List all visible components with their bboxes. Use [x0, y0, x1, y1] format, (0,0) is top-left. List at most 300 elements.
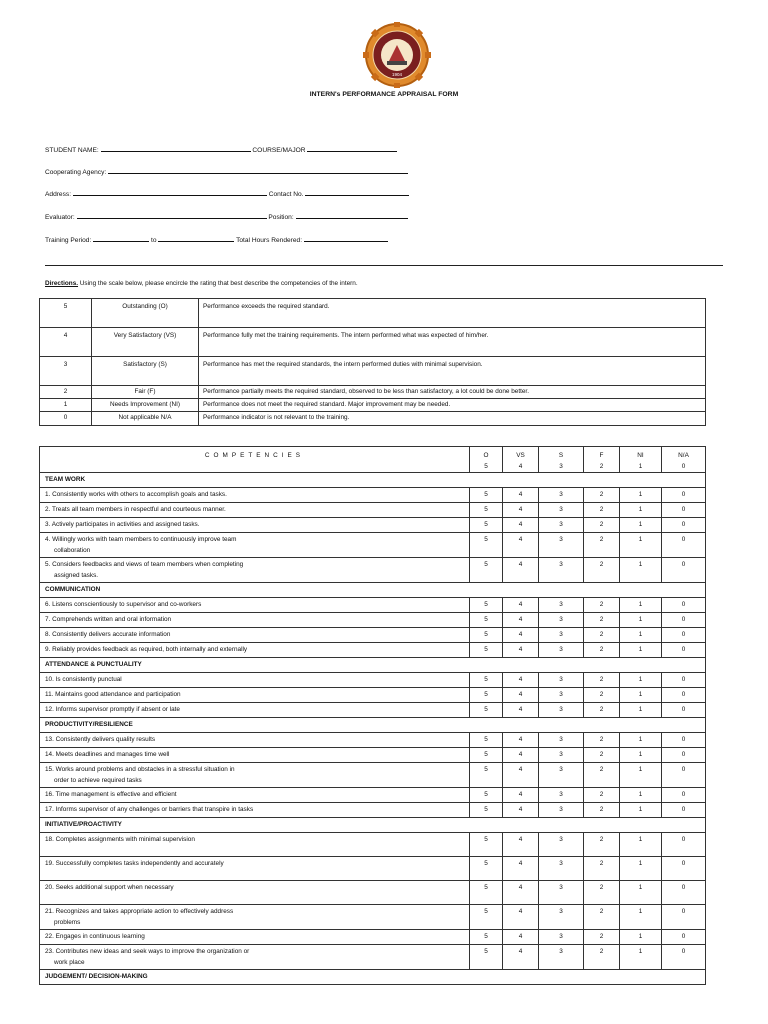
rating-option[interactable]: 0	[662, 503, 706, 518]
scale-row	[40, 299, 706, 328]
rating-column-header	[620, 447, 662, 473]
rating-option[interactable]: 4	[503, 628, 539, 643]
competency-label: 1. Consistently works with others to accomplish goals and tasks.	[45, 491, 227, 498]
rating-option[interactable]: 0	[662, 945, 706, 970]
rating-option[interactable]: 3	[539, 857, 584, 881]
scale-rating: Outstanding (O)	[92, 299, 199, 328]
rating-option[interactable]: 2	[584, 613, 620, 628]
scale-score: 1	[40, 399, 92, 412]
rating-option[interactable]: 5	[470, 628, 503, 643]
evaluator-input[interactable]	[77, 211, 267, 219]
competency-label: 7. Comprehends written and oral information	[45, 616, 172, 623]
rating-option[interactable]: 1	[620, 748, 662, 763]
rating-option[interactable]: 5	[470, 905, 503, 930]
rating-option[interactable]: 4	[503, 488, 539, 503]
competencies-header-row	[40, 447, 706, 473]
directions-label: Directions.	[45, 280, 79, 287]
rating-option[interactable]: 5	[470, 518, 503, 533]
competency-row	[40, 748, 706, 763]
rating-column-score: 4	[518, 463, 523, 470]
rating-column-score: 5	[484, 463, 488, 470]
rating-option[interactable]: 2	[584, 533, 620, 558]
rating-option[interactable]: 5	[470, 643, 503, 658]
rating-option[interactable]: 3	[539, 518, 584, 533]
competency-label: 2. Treats all team members in respectful and courteous manner.	[45, 506, 226, 513]
rating-option[interactable]: 0	[662, 905, 706, 930]
rating-option[interactable]: 4	[503, 703, 539, 718]
competency-label-cont: collaboration	[54, 547, 91, 554]
cooperating-agency-label: Cooperating Agency:	[45, 169, 107, 176]
competency-label-cont: order to achieve required tasks	[54, 777, 142, 784]
training-period-row	[45, 234, 388, 244]
rating-option[interactable]: 5	[470, 945, 503, 970]
scale-row	[40, 399, 706, 412]
rating-option[interactable]: 3	[539, 613, 584, 628]
directions	[45, 280, 358, 287]
section-row	[40, 970, 706, 985]
rating-option[interactable]: 2	[584, 833, 620, 857]
rating-option[interactable]: 1	[620, 688, 662, 703]
student-name-label: STUDENT NAME:	[45, 147, 99, 154]
scale-row	[40, 412, 706, 426]
scale-score: 5	[40, 299, 92, 328]
competency-label: 22. Engages in continuous learning	[45, 933, 145, 940]
rating-option[interactable]: 2	[584, 748, 620, 763]
total-hours-label: Total Hours Rendered:	[236, 237, 303, 244]
competency-text	[40, 881, 470, 905]
cooperating-agency-row	[45, 166, 408, 176]
rating-option[interactable]: 3	[539, 488, 584, 503]
rating-option[interactable]: 3	[539, 628, 584, 643]
scale-score: 4	[40, 328, 92, 357]
rating-column-header	[584, 447, 620, 473]
rating-option[interactable]: 1	[620, 628, 662, 643]
competency-row	[40, 881, 706, 905]
svg-text:1904: 1904	[391, 72, 403, 77]
rating-option[interactable]: 2	[584, 905, 620, 930]
university-seal-logo	[358, 22, 436, 88]
rating-column-label: S	[558, 452, 564, 459]
rating-column-score: 3	[559, 463, 563, 470]
rating-option[interactable]: 2	[584, 788, 620, 803]
rating-option[interactable]: 3	[539, 558, 584, 583]
rating-option[interactable]: 4	[503, 598, 539, 613]
rating-option[interactable]: 3	[539, 673, 584, 688]
rating-column-label: N/A	[678, 452, 689, 459]
course-major-input[interactable]	[307, 144, 397, 152]
competency-label: 23. Contributes new ideas and seek ways to improve the organization or	[45, 948, 250, 955]
rating-option[interactable]: 4	[503, 857, 539, 881]
rating-option[interactable]: 3	[539, 533, 584, 558]
rating-option[interactable]: 5	[470, 763, 503, 788]
competency-row	[40, 857, 706, 881]
rating-option[interactable]: 5	[470, 788, 503, 803]
rating-option[interactable]: 4	[503, 748, 539, 763]
rating-option[interactable]: 2	[584, 688, 620, 703]
competency-label: 3. Actively participates in activities and assigned tasks.	[45, 521, 200, 528]
competency-text	[40, 703, 470, 718]
competency-label: 13. Consistently delivers quality results	[45, 736, 156, 743]
rating-option[interactable]: 1	[620, 833, 662, 857]
address-input[interactable]	[73, 188, 267, 196]
rating-option[interactable]: 4	[503, 518, 539, 533]
section-row	[40, 718, 706, 733]
rating-option[interactable]: 2	[584, 763, 620, 788]
rating-option[interactable]: 0	[662, 803, 706, 818]
competency-text	[40, 763, 470, 788]
rating-option[interactable]: 2	[584, 703, 620, 718]
training-period-label: Training Period:	[45, 237, 92, 244]
rating-option[interactable]: 1	[620, 613, 662, 628]
competency-text	[40, 533, 470, 558]
competency-row	[40, 518, 706, 533]
rating-option[interactable]: 4	[503, 763, 539, 788]
rating-option[interactable]: 2	[584, 558, 620, 583]
rating-option[interactable]: 1	[620, 598, 662, 613]
scale-description: Performance does not meet the required standard. Major improvement may be needed.	[199, 399, 706, 412]
competency-text	[40, 733, 470, 748]
rating-option[interactable]: 0	[662, 643, 706, 658]
section-row	[40, 473, 706, 488]
rating-option[interactable]: 1	[620, 945, 662, 970]
rating-option[interactable]: 4	[503, 688, 539, 703]
rating-option[interactable]: 5	[470, 558, 503, 583]
competency-label: 11. Maintains good attendance and participation	[45, 691, 181, 698]
rating-option[interactable]: 2	[584, 930, 620, 945]
rating-option[interactable]: 5	[470, 688, 503, 703]
rating-option[interactable]: 4	[503, 503, 539, 518]
competency-row	[40, 628, 706, 643]
rating-option[interactable]: 1	[620, 488, 662, 503]
rating-option[interactable]: 0	[662, 488, 706, 503]
cooperating-agency-input[interactable]	[108, 166, 408, 174]
rating-option[interactable]: 0	[662, 703, 706, 718]
rating-option[interactable]: 2	[584, 673, 620, 688]
competency-row	[40, 703, 706, 718]
rating-option[interactable]: 0	[662, 763, 706, 788]
rating-option[interactable]: 1	[620, 533, 662, 558]
rating-option[interactable]: 1	[620, 788, 662, 803]
to-label: to	[151, 237, 157, 244]
total-hours-input[interactable]	[304, 234, 388, 242]
competency-row	[40, 643, 706, 658]
scale-row	[40, 328, 706, 357]
rating-option[interactable]: 5	[470, 857, 503, 881]
rating-option[interactable]: 3	[539, 598, 584, 613]
competency-label: 17. Informs supervisor of any challenges or barriers that transpire in tasks	[45, 806, 254, 813]
form-title: INTERN's PERFORMANCE APPRAISAL FORM	[309, 91, 459, 98]
scale-rating: Very Satisfactory (VS)	[92, 328, 199, 357]
competency-label: 18. Completes assignments with minimal supervision	[45, 836, 195, 843]
section-row	[40, 583, 706, 598]
competency-row	[40, 930, 706, 945]
competency-label: 6. Listens conscientiously to supervisor and co-workers	[45, 601, 202, 608]
rating-column-header	[662, 447, 706, 473]
rating-option[interactable]: 1	[620, 930, 662, 945]
competency-row	[40, 558, 706, 583]
rating-option[interactable]: 3	[539, 881, 584, 905]
scale-rating: Needs Improvement (NI)	[92, 399, 199, 412]
rating-option[interactable]: 1	[620, 733, 662, 748]
rating-option[interactable]: 2	[584, 803, 620, 818]
competency-text	[40, 688, 470, 703]
rating-option[interactable]: 0	[662, 857, 706, 881]
rating-option[interactable]: 1	[620, 703, 662, 718]
competency-text	[40, 673, 470, 688]
competency-text	[40, 518, 470, 533]
rating-option[interactable]: 2	[584, 945, 620, 970]
competency-text	[40, 803, 470, 818]
competency-text	[40, 598, 470, 613]
competency-label: 14. Meets deadlines and manages time well	[45, 751, 170, 758]
competency-label: 10. Is consistently punctual	[45, 676, 122, 683]
rating-option[interactable]: 3	[539, 748, 584, 763]
competency-label: 12. Informs supervisor promptly if absent or late	[45, 706, 180, 713]
competency-label: 8. Consistently delivers accurate information	[45, 631, 171, 638]
rating-option[interactable]: 4	[503, 533, 539, 558]
scale-score: 3	[40, 357, 92, 386]
rating-column-label: NI	[637, 452, 644, 459]
scale-description: Performance fully met the training requirements. The intern performed what was expected of him/her.	[199, 328, 706, 357]
section-title: INITIATIVE/PROACTIVITY	[40, 818, 706, 833]
competency-row	[40, 688, 706, 703]
rating-option[interactable]: 1	[620, 643, 662, 658]
rating-column-header	[470, 447, 503, 473]
course-major-label: COURSE/MAJOR	[252, 147, 306, 154]
rating-option[interactable]: 1	[620, 503, 662, 518]
scale-description: Performance has met the required standards, the intern performed duties with minimal supervision.	[199, 357, 706, 386]
rating-option[interactable]: 0	[662, 688, 706, 703]
rating-option[interactable]: 4	[503, 930, 539, 945]
section-title: COMMUNICATION	[40, 583, 706, 598]
section-row	[40, 658, 706, 673]
rating-option[interactable]: 1	[620, 673, 662, 688]
competency-text	[40, 833, 470, 857]
position-input[interactable]	[296, 211, 408, 219]
contact-no-label: Contact No.	[268, 191, 304, 198]
scale-score: 0	[40, 412, 92, 426]
training-end-input[interactable]	[158, 234, 234, 242]
scale-rating: Satisfactory (S)	[92, 357, 199, 386]
competency-label: 4. Willingly works with team members to continuously improve team	[45, 536, 237, 543]
competency-row	[40, 733, 706, 748]
competency-row	[40, 598, 706, 613]
rating-option[interactable]: 0	[662, 613, 706, 628]
rating-option[interactable]: 4	[503, 833, 539, 857]
competency-row	[40, 945, 706, 970]
contact-no-input[interactable]	[305, 188, 409, 196]
rating-column-label: VS	[516, 452, 525, 459]
rating-option[interactable]: 4	[503, 673, 539, 688]
competency-text	[40, 503, 470, 518]
rating-option[interactable]: 1	[620, 881, 662, 905]
rating-option[interactable]: 4	[503, 945, 539, 970]
section-title: JUDGEMENT/ DECISION-MAKING	[40, 970, 706, 985]
rating-option[interactable]: 5	[470, 930, 503, 945]
scale-row	[40, 357, 706, 386]
rating-option[interactable]: 5	[470, 673, 503, 688]
rating-option[interactable]: 0	[662, 788, 706, 803]
rating-option[interactable]: 3	[539, 930, 584, 945]
rating-option[interactable]: 5	[470, 503, 503, 518]
divider	[45, 265, 723, 266]
scale-rating: Fair (F)	[92, 386, 199, 399]
competency-text	[40, 613, 470, 628]
rating-column-header	[539, 447, 584, 473]
rating-option[interactable]: 3	[539, 503, 584, 518]
rating-option[interactable]: 3	[539, 833, 584, 857]
rating-option[interactable]: 4	[503, 558, 539, 583]
competency-row	[40, 673, 706, 688]
rating-option[interactable]: 2	[584, 503, 620, 518]
section-title: ATTENDANCE & PUNCTUALITY	[40, 658, 706, 673]
evaluator-row	[45, 211, 408, 221]
position-label: Position:	[268, 214, 294, 221]
rating-option[interactable]: 4	[503, 881, 539, 905]
rating-option[interactable]: 0	[662, 518, 706, 533]
rating-column-score: 1	[638, 463, 643, 470]
address-row	[45, 188, 409, 198]
rating-option[interactable]: 2	[584, 628, 620, 643]
competency-row	[40, 803, 706, 818]
scale-score: 2	[40, 386, 92, 399]
competency-text	[40, 945, 470, 970]
rating-option[interactable]: 5	[470, 833, 503, 857]
rating-option[interactable]: 3	[539, 788, 584, 803]
rating-option[interactable]: 0	[662, 628, 706, 643]
competency-text	[40, 488, 470, 503]
rating-option[interactable]: 1	[620, 763, 662, 788]
competency-text	[40, 857, 470, 881]
rating-option[interactable]: 1	[620, 558, 662, 583]
scale-description: Performance indicator is not relevant to the training.	[199, 412, 706, 426]
competency-text	[40, 905, 470, 930]
competency-row	[40, 788, 706, 803]
section-title: TEAM WORK	[40, 473, 706, 488]
rating-option[interactable]: 5	[470, 613, 503, 628]
competency-label: 20. Seeks additional support when necessary	[45, 884, 174, 891]
rating-option[interactable]: 2	[584, 598, 620, 613]
rating-option[interactable]: 4	[503, 905, 539, 930]
scale-rating: Not applicable N/A	[92, 412, 199, 426]
competencies-table	[39, 446, 706, 985]
directions-text: Using the scale below, please encircle the rating that best describe the competencies of the intern.	[79, 280, 358, 287]
rating-option[interactable]: 5	[470, 488, 503, 503]
rating-option[interactable]: 5	[470, 803, 503, 818]
competency-text	[40, 748, 470, 763]
rating-column-header	[503, 447, 539, 473]
rating-scale-table	[39, 298, 706, 426]
section-title: PRODUCTIVITY/RESILIENCE	[40, 718, 706, 733]
rating-option[interactable]: 4	[503, 788, 539, 803]
rating-option[interactable]: 1	[620, 905, 662, 930]
rating-option[interactable]: 2	[584, 857, 620, 881]
rating-column-label: F	[599, 452, 604, 459]
rating-option[interactable]: 4	[503, 643, 539, 658]
competency-label-cont: assigned tasks.	[54, 572, 99, 579]
rating-option[interactable]: 0	[662, 833, 706, 857]
rating-column-score: 0	[681, 463, 686, 470]
competency-label: 15. Works around problems and obstacles in a stressful situation in	[45, 766, 235, 773]
rating-option[interactable]: 3	[539, 763, 584, 788]
competency-label: 19. Successfully completes tasks independently and accurately	[45, 860, 224, 867]
competencies-header: COMPETENCIES	[40, 447, 470, 473]
competency-row	[40, 833, 706, 857]
section-row	[40, 818, 706, 833]
rating-option[interactable]: 5	[470, 703, 503, 718]
rating-option[interactable]: 0	[662, 558, 706, 583]
rating-option[interactable]: 3	[539, 703, 584, 718]
rating-option[interactable]: 3	[539, 803, 584, 818]
rating-option[interactable]: 0	[662, 533, 706, 558]
competency-text	[40, 788, 470, 803]
rating-option[interactable]: 0	[662, 673, 706, 688]
evaluator-label: Evaluator:	[45, 214, 75, 221]
rating-option[interactable]: 5	[470, 733, 503, 748]
scale-description: Performance exceeds the required standard.	[199, 299, 706, 328]
rating-option[interactable]: 0	[662, 930, 706, 945]
competency-label: 9. Reliably provides feedback as required, both internally and externally	[45, 646, 248, 653]
competency-text	[40, 628, 470, 643]
rating-option[interactable]: 2	[584, 733, 620, 748]
rating-option[interactable]: 2	[584, 643, 620, 658]
competency-label: 21. Recognizes and takes appropriate action to effectively address	[45, 908, 234, 915]
student-name-input[interactable]	[101, 144, 251, 152]
rating-option[interactable]: 0	[662, 881, 706, 905]
competency-row	[40, 503, 706, 518]
rating-option[interactable]: 3	[539, 643, 584, 658]
rating-option[interactable]: 2	[584, 488, 620, 503]
competency-label-cont: work place	[54, 959, 85, 966]
scale-description: Performance partially meets the required standard, observed to be less than satisfactory, a lot could be done better.	[199, 386, 706, 399]
rating-option[interactable]: 5	[470, 533, 503, 558]
rating-option[interactable]: 3	[539, 733, 584, 748]
rating-option[interactable]: 1	[620, 803, 662, 818]
rating-option[interactable]: 3	[539, 905, 584, 930]
rating-option[interactable]: 5	[470, 748, 503, 763]
rating-column-score: 2	[599, 463, 604, 470]
rating-option[interactable]: 5	[470, 598, 503, 613]
competency-row	[40, 905, 706, 930]
competency-row	[40, 763, 706, 788]
rating-option[interactable]: 0	[662, 748, 706, 763]
competency-label: 5. Considers feedbacks and views of team members when completing	[45, 561, 244, 568]
rating-option[interactable]: 0	[662, 598, 706, 613]
training-start-input[interactable]	[93, 234, 149, 242]
address-label: Address:	[45, 191, 72, 198]
rating-option[interactable]: 4	[503, 613, 539, 628]
rating-option[interactable]: 1	[620, 857, 662, 881]
competency-row	[40, 488, 706, 503]
rating-option[interactable]: 2	[584, 881, 620, 905]
rating-option[interactable]: 4	[503, 733, 539, 748]
competency-row	[40, 613, 706, 628]
student-name-row	[45, 144, 397, 154]
competency-text	[40, 930, 470, 945]
competency-text	[40, 643, 470, 658]
competency-label-cont: problems	[54, 919, 81, 926]
rating-option[interactable]: 3	[539, 688, 584, 703]
rating-option[interactable]: 3	[539, 945, 584, 970]
rating-option[interactable]: 0	[662, 733, 706, 748]
rating-option[interactable]: 5	[470, 881, 503, 905]
rating-option[interactable]: 2	[584, 518, 620, 533]
competency-row	[40, 533, 706, 558]
rating-column-label: O	[483, 452, 489, 459]
rating-option[interactable]: 4	[503, 803, 539, 818]
rating-option[interactable]: 1	[620, 518, 662, 533]
scale-row	[40, 386, 706, 399]
